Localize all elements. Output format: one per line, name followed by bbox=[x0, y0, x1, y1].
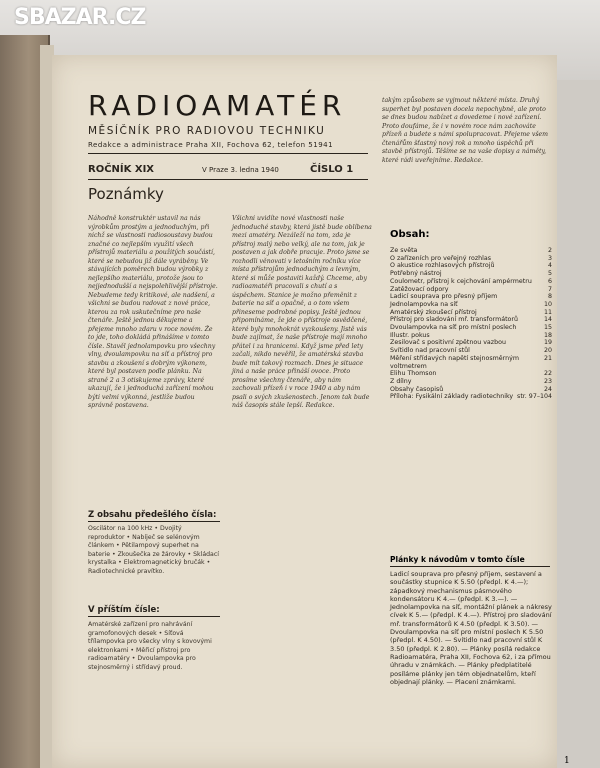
contents-item-page: 4 bbox=[547, 262, 552, 270]
plans-heading: Plánky k návodům v tomto čísle bbox=[390, 555, 525, 564]
magazine-title: RADIOAMATÉR bbox=[88, 89, 347, 122]
prev-issue-underline bbox=[88, 521, 220, 522]
editorial-address: Redakce a administrace Praha XII, Fochova 62, telefon 51941 bbox=[88, 141, 334, 149]
contents-item-label: O akustice rozhlasových přístrojů bbox=[390, 262, 495, 270]
contents-item-page: 15 bbox=[543, 324, 552, 332]
volume-label: ROČNÍK XIX bbox=[88, 164, 155, 175]
contents-item-page: 23 bbox=[543, 377, 552, 385]
contents-item-label: Příloha: Fysikální základy radiotechniky bbox=[390, 393, 514, 401]
plans-underline bbox=[390, 566, 550, 567]
prev-issue-text: Oscilátor na 100 kHz • Dvojitý reproduktor • Nabíječ se selénovým článkem • Pětilampový superhet na baterie • Zkoušečka ze žárovky • Skládací krystalka • Elektromagnetický bručák • Radiotechnické pravítko. bbox=[88, 525, 219, 575]
page-number: 1 bbox=[564, 756, 570, 766]
section-title: Poznámky bbox=[88, 185, 164, 203]
contents-item-page: 22 bbox=[543, 370, 552, 378]
next-issue-underline bbox=[88, 616, 220, 617]
contents-item-label: Ladicí souprava pro přesný příjem bbox=[390, 293, 498, 301]
next-issue-text: Amatérské zařízení pro nahrávání gramofonových desek • Síťová třílampovka pro všecky vlny s kovovými elektronkami • Měřicí přístroj pro radioamatéry • Dvoulampovka pro stejnosměrný i střídavý proud. bbox=[88, 621, 212, 671]
article-column-2: Všichni uvidíte nové vlastnosti naše jednoduché stavby, která jistě bude oblíbena mezi amatéry. Nezáleží na tom, zda je přístroj malý nebo velký, ale na tom, jak je postaven a jak dobře pracuje. Proto jsme se rozhodli věnovati v letošním ročníku více místa přístrojům jednoduchým a levným, které si může postaviti každý. Chceme, aby radioamatéři pracovali s chutí a s úspěchem. Stanice je možno přeměnit z baterie na síť a opačně, a o tom všem přineseme podrobné popisy. Ještě jednou připomínáme, že jde o přístroje osvědčené, které byly mnohokrát vyzkoušeny. Jistě vás bude zajímat, že naše přístroje mají mnoho přátel i za hranicemi. Když jsme před lety začali, nikdo nevěřil, že amatérská stavba bude mít takový rozmach. Dnes je situace jiná a naše práce přináší ovoce. Proto prosíme všechny čtenáře, aby nám zachovali přízeň i v roce 1940 a aby nám psali o svých zkušenostech. Jenom tak bude náš časopis stále lepší. Redakce. bbox=[232, 215, 372, 409]
contents-item bbox=[390, 324, 552, 332]
contents-item-label: Zesilovač s positivní zpětnou vazbou bbox=[390, 339, 506, 347]
contents-item-page: 14 bbox=[543, 316, 552, 324]
contents-list bbox=[390, 247, 552, 401]
contents-item-label: Illustr. pokus bbox=[390, 331, 430, 339]
contents-item-page: 5 bbox=[547, 270, 552, 278]
contents-item bbox=[390, 247, 552, 255]
contents-item-label: Obsahy časopisů bbox=[390, 385, 444, 393]
contents-item bbox=[390, 339, 552, 347]
issue-date: V Praze 3. ledna 1940 bbox=[202, 166, 279, 174]
contents-item bbox=[390, 293, 552, 301]
contents-item-label: Potřebný nástroj bbox=[390, 270, 442, 278]
contents-item-page: 11 bbox=[543, 308, 552, 316]
contents-item-page: 19 bbox=[543, 339, 552, 347]
contents-item-label: Zatěžovací odpory bbox=[390, 285, 449, 293]
magazine-subtitle: MĚSÍČNÍK PRO RADIOVOU TECHNIKU bbox=[88, 125, 326, 137]
article-column-1: Náhodně konstruktér ustavil na nás výrobkům prostým a jednoduchým, při nichž se vlastnosti radiosoustavy budou značné co nejlepším využití všech přístrojů materiálu a použitých součástí, které se nebudou již dále vyráběny. Ve stávajících poměrech budou výrobky z nejlepšího materiálu, protože jsou to nejjednodušší a nejspolehlivější přístroje. Nebudeme tedy kritikové, ale nadšení, a všichni se budou radovat z nové práce, kterou za rok uskutečníme pro naše čtenáře. Ještě jednou děkujeme a přejeme mnoho zdaru v roce novém. Že to jde, toho dokládá přinášíme v tomto čísle. Stavěl jednolampovku pro všechny vlny, dvoulampovku na síť a přístroj pro stavbu a zkoušení s dobrým výkonem, které byl postaven podle plánku. Na straně 2 a 3 otiskujeme zprávy, které ukazují, že i jednoduchá zařízení mohou býti velmi výkonná, jestliže budou správně postavena. bbox=[88, 215, 218, 409]
contents-item-label: Dvoulampovka na síť pro místní poslech bbox=[390, 324, 517, 332]
contents-item bbox=[390, 370, 552, 378]
contents-item-page: 10 bbox=[543, 300, 552, 308]
contents-item-page: 7 bbox=[547, 285, 552, 293]
contents-item-page: 20 bbox=[543, 347, 552, 355]
contents-item bbox=[390, 378, 552, 386]
contents-item-page: 2 bbox=[547, 247, 552, 254]
article-column-3: takým způsobem se vyjmout některé místa. Druhý superhet byl postaven docela nepochybně, ale proto se dnes budou nabízet a dovedeme i nové zařízení. Proto doufáme, že i v novém roce nám zachováte přízeň a budete s námi spolupracovat. Přejeme všem čtenářům šťastný nový rok a mnoho úspěchů při stavbě přístrojů. Těšíme se na vaše dopisy a náměty, které rádi uveřejníme. Redakce. bbox=[382, 97, 549, 164]
prev-issue-heading: Z obsahu předešlého čísla: bbox=[88, 510, 217, 520]
contents-item-label: Elihu Thomson bbox=[390, 370, 437, 378]
contents-title: Obsah: bbox=[390, 229, 430, 240]
contents-item-label: Svítidlo nad pracovní stůl bbox=[390, 347, 470, 355]
contents-item-label: Coulometr, přístroj k cejchování ampérmetru bbox=[390, 277, 532, 285]
background-right bbox=[557, 80, 600, 768]
contents-item bbox=[390, 355, 552, 370]
watermark-logo: SBAZAR.CZ bbox=[14, 5, 146, 30]
contents-item-page: 18 bbox=[543, 331, 552, 339]
contents-item bbox=[390, 393, 552, 401]
issue-number: ČÍSLO 1 bbox=[310, 164, 354, 175]
contents-item-label: Měření střídavých napětí stejnosměrným voltmetrem bbox=[390, 354, 519, 370]
magazine-page bbox=[52, 55, 570, 768]
contents-item-label: O zařízeních pro veřejný rozhlas bbox=[390, 254, 492, 262]
contents-item bbox=[390, 262, 552, 270]
contents-item bbox=[390, 301, 552, 309]
contents-item-page: 21 bbox=[543, 354, 552, 362]
contents-item-page: 3 bbox=[547, 254, 552, 262]
next-issue-heading: V příštím čísle: bbox=[88, 605, 160, 615]
contents-item bbox=[390, 270, 552, 278]
contents-item-label: Ze světa bbox=[390, 247, 418, 254]
contents-item-page: str. 97–104 bbox=[517, 393, 552, 401]
contents-item-label: Amatérský zkoušecí přístroj bbox=[390, 308, 477, 316]
header-rule bbox=[88, 153, 368, 154]
contents-item-label: Jednolampovka na síť bbox=[390, 300, 458, 308]
contents-item-label: Z dílny bbox=[390, 377, 412, 385]
contents-item-page: 8 bbox=[547, 293, 552, 301]
header-rule-bottom bbox=[88, 179, 368, 180]
contents-item-page: 6 bbox=[547, 277, 552, 285]
contents-item-page: 24 bbox=[543, 385, 552, 393]
plans-text: Ladicí souprava pro přesný příjem, sestavení a součástky stupnice K 5.50 (předpl. K 4.—); západkový mechanismus pásmového kondensátoru K 4.— (předpl. K 3.—). — Jednolampovka na síť, montážní plánek a nákresy cívek K 5.— (předpl. K 4.—). Přístroj pro sladování mř. transformátorů K 4.50 (předpl. K 3.50). — Dvoulampovka na síť pro místní poslech K 5.50 (předpl. K 4.50). — Svítidlo nad pracovní stůl K 3.50 (předpl. K 2.80). — Plánky posílá redakce Radioamatéra, Praha XII, Fochova 62, i za přímou úhradu v známkách. — Plánky předplatitelé posíláme plánky jen tém objednatelům, kteří objednají plánky. — Placení známkami. bbox=[390, 570, 554, 686]
contents-item-label: Přístroj pro sladování mř. transformátorů bbox=[390, 316, 518, 324]
contents-item bbox=[390, 347, 552, 355]
contents-item bbox=[390, 278, 552, 286]
contents-item bbox=[390, 316, 552, 324]
